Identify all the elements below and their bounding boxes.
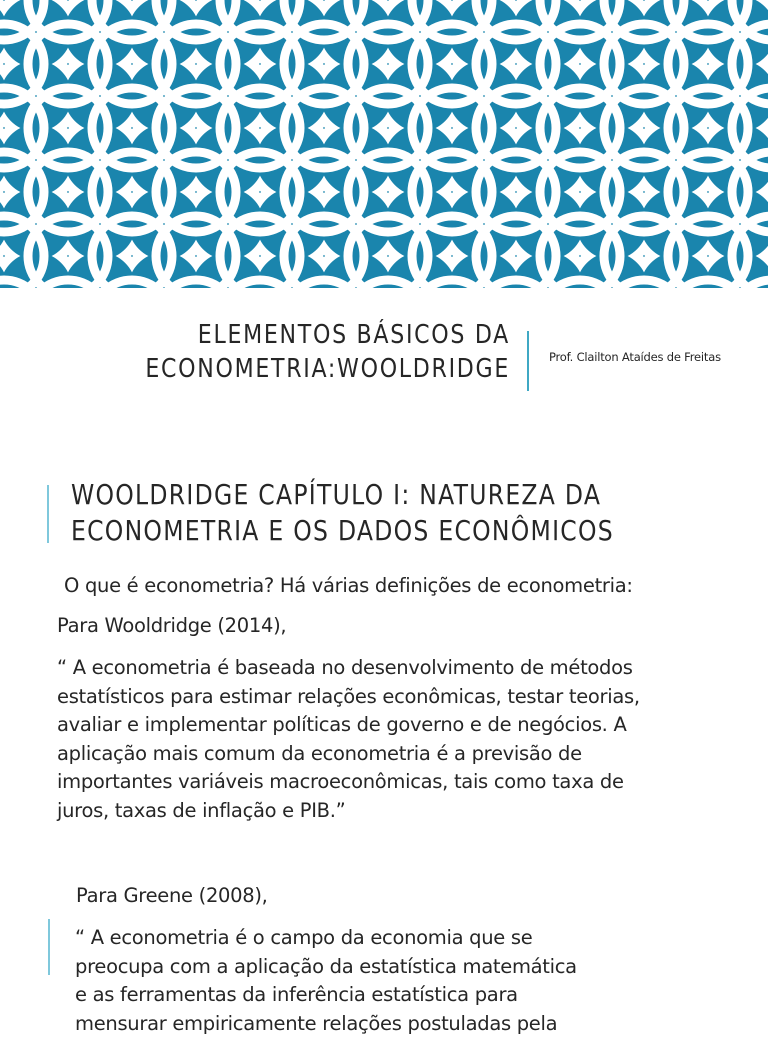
slide1-title [145,318,510,386]
quote-line: importantes variáveis macroeconômicas, tais como taxa de [57,768,640,797]
accent-bar [48,919,50,975]
slide2-title-line: WOOLDRIDGE CAPÍTULO I: NATUREZA DA [71,477,614,513]
slide1-title-line: ECONOMETRIA:WOOLDRIDGE [145,352,510,386]
slide2-title-line: ECONOMETRIA E OS DADOS ECONÔMICOS [71,513,614,549]
quote-line: mensurar empiricamente relações postuladas pela [75,1010,577,1038]
quote-line: avaliar e implementar políticas de governo e de negócios. A [57,711,640,740]
wooldridge-label: Para Wooldridge (2014), [57,614,286,637]
quote-line: juros, taxas de inflação e PIB.” [57,797,640,826]
slide2-title [71,477,614,549]
quote-line: aplicação mais comum da econometria é a previsão de [57,740,640,769]
greene-label: Para Greene (2008), [76,884,268,907]
greene-quote [75,924,577,1038]
wooldridge-quote [57,654,640,825]
slide1-subtitle: Prof. Clailton Ataídes de Freitas [549,350,721,364]
intro-text: O que é econometria? Há várias definições de econometria: [64,574,633,597]
quote-line: preocupa com a aplicação da estatística matemática [75,953,577,982]
title-divider [527,331,529,391]
accent-bar [47,485,49,543]
quote-line: e as ferramentas da inferência estatística para [75,981,577,1010]
pattern-rings [0,0,768,288]
slide1-title-line: ELEMENTOS BÁSICOS DA [145,318,510,352]
decorative-circle-pattern [0,0,768,288]
quote-line: estatísticos para estimar relações econômicas, testar teorias, [57,683,640,712]
quote-line: “ A econometria é baseada no desenvolvimento de métodos [57,654,640,683]
quote-line: “ A econometria é o campo da economia que se [75,924,577,953]
